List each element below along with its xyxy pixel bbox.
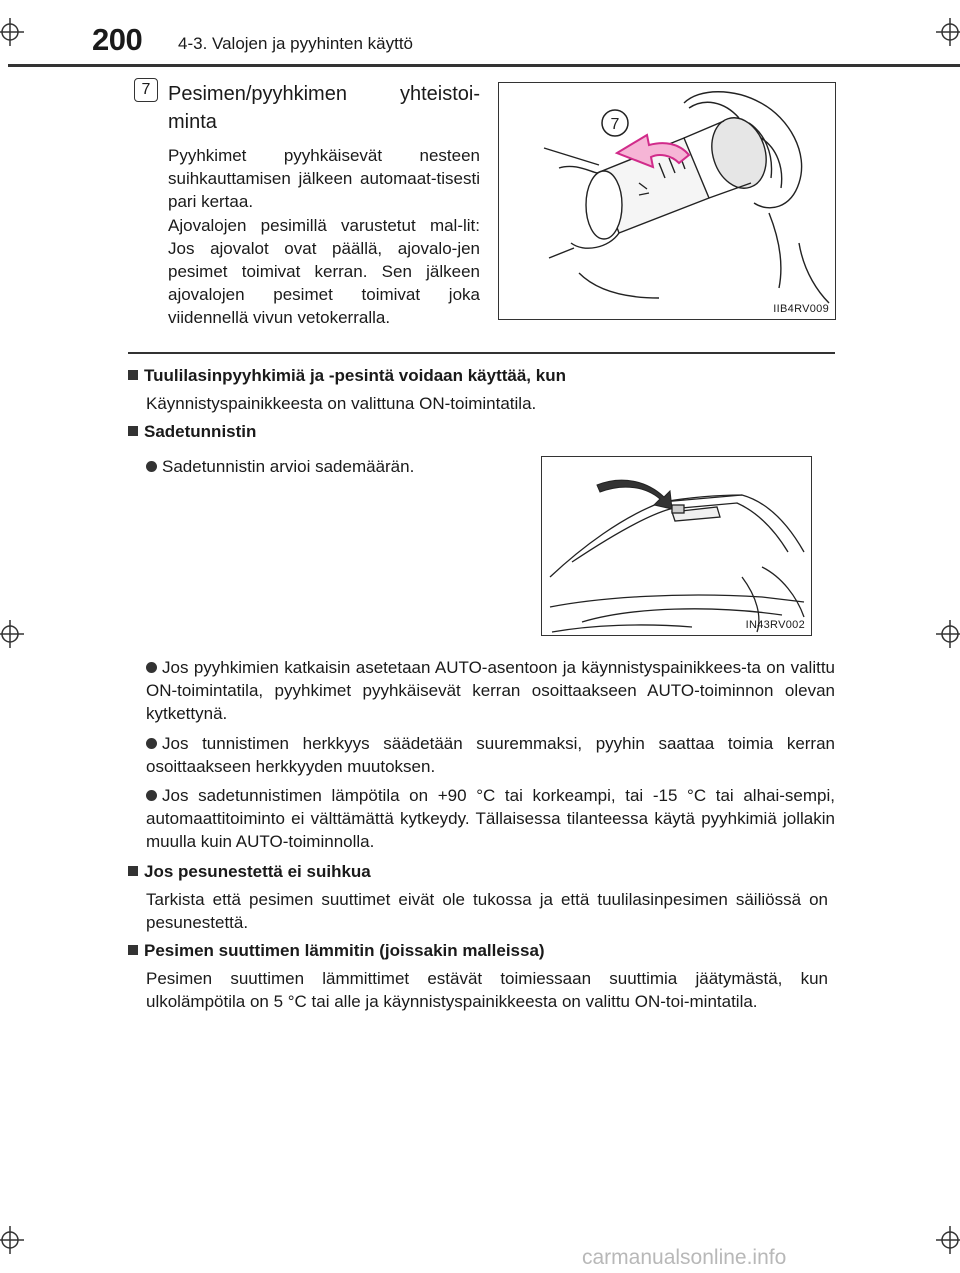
bullet-item: Sadetunnistin arvioi sademäärän. xyxy=(146,455,526,478)
square-bullet-icon xyxy=(128,426,138,436)
crop-mark-icon xyxy=(0,1226,24,1254)
bullet-item: Jos pyyhkimien katkaisin asetetaan AUTO-asentoon ja käynnistyspainikkees-ta on valittu ON-toimintatila, pyyhkimet pyyhkäisevät kerran osoittaakseen AUTO-toiminnon olevan kytkettynä. xyxy=(146,658,835,723)
section-body: Käynnistyspainikkeesta on valittuna ON-toimintatila. xyxy=(146,394,537,413)
round-bullet-icon xyxy=(146,738,157,749)
section-heading: Jos pesunestettä ei suihkua xyxy=(128,862,835,882)
crop-mark-icon xyxy=(936,620,960,648)
bullet-item: Jos sadetunnistimen lämpötila on +90 °C tai korkeampi, tai -15 °C tai alhai-sempi, automaattitoiminto ei välttämättä kytkeydy. Tällaisessa tilanteessa käytä pyyhkimiä jollakin muulla kuin AUTO-toiminnolla. xyxy=(146,786,835,851)
item-paragraph: Ajovalojen pesimillä varustetut mal-lit: Jos ajovalot ovat päällä, ajovalo-jen pesimet toimivat kerran. Sen jälkeen ajovalojen pesimet toimivat joka viidennellä vivun vetokerralla. xyxy=(168,216,480,327)
figure-code: IIB4RV009 xyxy=(773,303,829,315)
square-bullet-icon xyxy=(128,370,138,380)
section-heading: Tuulilasinpyyhkimiä ja -pesintä voidaan käyttää, kun xyxy=(128,366,835,386)
round-bullet-icon xyxy=(146,790,157,801)
section-body: Tarkista että pesimen suuttimet eivät ole tukossa ja että tuulilasinpesimen säiliössä on pesunestettä. xyxy=(146,890,828,932)
wiper-lever-figure xyxy=(498,82,836,320)
figure-code: IN43RV002 xyxy=(745,619,805,631)
item-heading: Pesimen/pyyhkimen yhteistoi-minta xyxy=(168,83,480,133)
bullet-item: Jos tunnistimen herkkyys säädetään suuremmaksi, pyyhin saattaa toimia kerran osoittaakseen herkkyyden muutoksen. xyxy=(146,734,835,776)
crop-mark-icon xyxy=(0,18,24,46)
figure-callout-number: 7 xyxy=(610,116,620,133)
crop-mark-icon xyxy=(0,620,24,648)
item-paragraph: Pyyhkimet pyyhkäisevät nesteen suihkauttamisen jälkeen automaat-tisesti pari kertaa. xyxy=(168,146,480,211)
watermark: carmanualsonline.info xyxy=(582,1246,787,1269)
item-number-badge: 7 xyxy=(134,78,158,102)
section-body: Pesimen suuttimen lämmittimet estävät toimiessaan suuttimia jäätymästä, kun ulkolämpötila on 5 °C tai alle ja käynnistyspainikkeesta on valittu ON-toi-mintatila. xyxy=(146,969,828,1011)
round-bullet-icon xyxy=(146,461,157,472)
section-title: 4-3. Valojen ja pyyhinten käyttö xyxy=(178,34,413,53)
crop-mark-icon xyxy=(936,18,960,46)
rain-sensor-figure xyxy=(541,456,812,636)
windshield-illustration xyxy=(542,457,810,634)
page-number: 200 xyxy=(92,22,143,57)
crop-mark-icon xyxy=(936,1226,960,1254)
round-bullet-icon xyxy=(146,662,157,673)
square-bullet-icon xyxy=(128,945,138,955)
section-divider xyxy=(128,352,835,354)
section-heading: Pesimen suuttimen lämmitin (joissakin malleissa) xyxy=(128,941,835,961)
header-divider xyxy=(8,64,960,67)
section-heading: Sadetunnistin xyxy=(128,422,835,442)
wiper-lever-illustration xyxy=(499,83,834,318)
square-bullet-icon xyxy=(128,866,138,876)
